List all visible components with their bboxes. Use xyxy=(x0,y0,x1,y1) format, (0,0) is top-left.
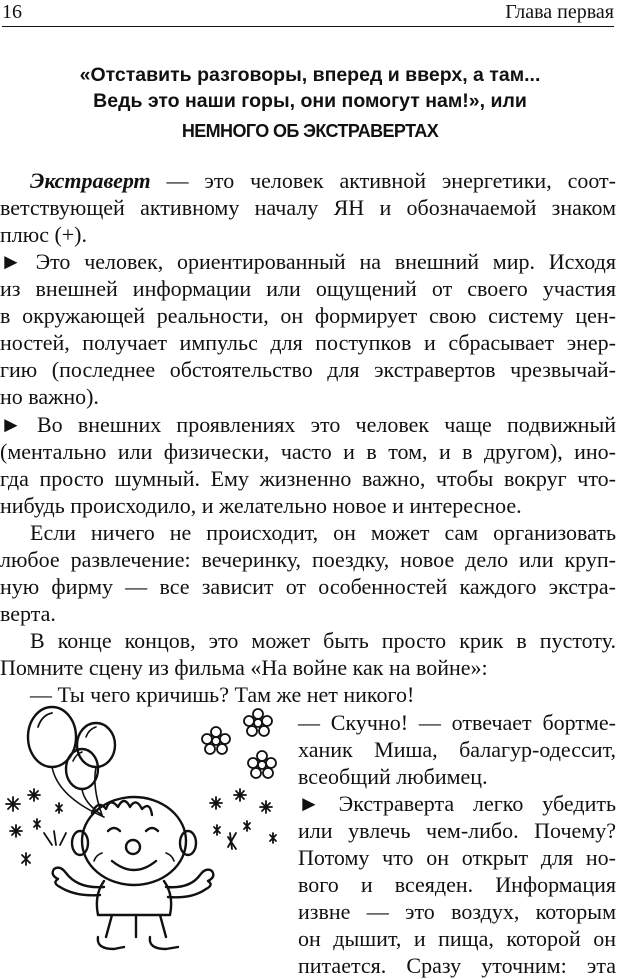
text-line: ностей, получает импульс для поступков и сбрасывает энер- xyxy=(0,330,616,355)
text-line: но важно). xyxy=(0,384,99,409)
text-line: вого и всеяден. Информация xyxy=(298,872,616,897)
text-line: Экстраверт — это человек активной энергетики, соот- xyxy=(30,168,616,193)
text-line: в окружающей реальности, он формирует свою систему цен- xyxy=(0,303,616,328)
fireworks-icon xyxy=(210,789,276,849)
text-line: гда просто шумный. Ему жизненно важно, чтобы вокруг что- xyxy=(0,466,616,491)
section-epigraph xyxy=(0,62,620,114)
chapter-title: Глава первая xyxy=(505,1,614,23)
text-line: питается. Сразу уточним: эта xyxy=(298,953,616,978)
text-line: плюс (+). xyxy=(0,222,88,247)
text-line: всеобщий любимец. xyxy=(298,764,488,789)
section-title: НЕМНОГО ОБ ЭКСТРАВЕРТАХ xyxy=(181,121,439,141)
text-line: любое развлечение: вечеринку, поездку, новое дело или круп- xyxy=(0,547,616,572)
text-line: Помните сцену из фильма «На войне как на войне»: xyxy=(0,655,488,680)
balloons-icon xyxy=(28,707,115,817)
cartoon-boy-illustration xyxy=(0,695,292,953)
fireworks-icon xyxy=(6,789,66,865)
text-line: нибудь происходило, и желательно новое и интересное. xyxy=(0,493,522,518)
text-line: Потому что он открыт для но- xyxy=(298,845,616,870)
text-line: (ментально или физически, часто и в том, и в другом), ино- xyxy=(0,439,616,464)
text-line: ► Экстраверта легко убедить xyxy=(298,791,616,816)
text-line: или увлечь чем-либо. Почему? xyxy=(298,818,616,843)
text-line: — Ты чего кричишь? Там же нет никого! xyxy=(30,682,415,707)
flower-icon xyxy=(202,709,276,778)
text-line: гию (последнее обстоятельство для экстравертов чрезвычай- xyxy=(0,357,616,382)
text-line: ► Это человек, ориентированный на внешний мир. Исходя xyxy=(0,249,616,274)
text-line: В конце концов, это может быть просто крик в пустоту. xyxy=(30,628,616,653)
page-number: 16 xyxy=(2,1,22,23)
text-line: ветствующей активному началу ЯН и обозначаемой знаком xyxy=(0,195,616,220)
text-line: Если ничего не происходит, он может сам организовать xyxy=(30,520,616,545)
text-line: ную фирму — все зависит от особенностей каждого экстра- xyxy=(0,574,616,599)
running-header xyxy=(2,0,614,26)
text-line: он дышит, и пища, которой он xyxy=(298,926,616,951)
text-line: — Скучно! — отвечает бортме- xyxy=(298,710,616,735)
text-line: извне — это воздух, которым xyxy=(298,899,616,924)
text-line: из внешней информации или ощущений от своего участия xyxy=(0,276,616,301)
term-extravert: Экстраверт xyxy=(30,168,151,193)
epigraph-line-2: Ведь это наши горы, они помогут нам!», или xyxy=(93,90,527,112)
header-rule xyxy=(2,26,614,27)
text-line: верта. xyxy=(0,601,56,626)
boy-body-icon xyxy=(53,868,214,949)
epigraph-line-1: «Отставить разговоры, вперед и вверх, а там... xyxy=(79,64,541,86)
text-line: ханик Миша, балагур-одессит, xyxy=(298,737,616,762)
text-line: ► Во внешних проявлениях это человек чаще подвижный xyxy=(0,412,616,437)
